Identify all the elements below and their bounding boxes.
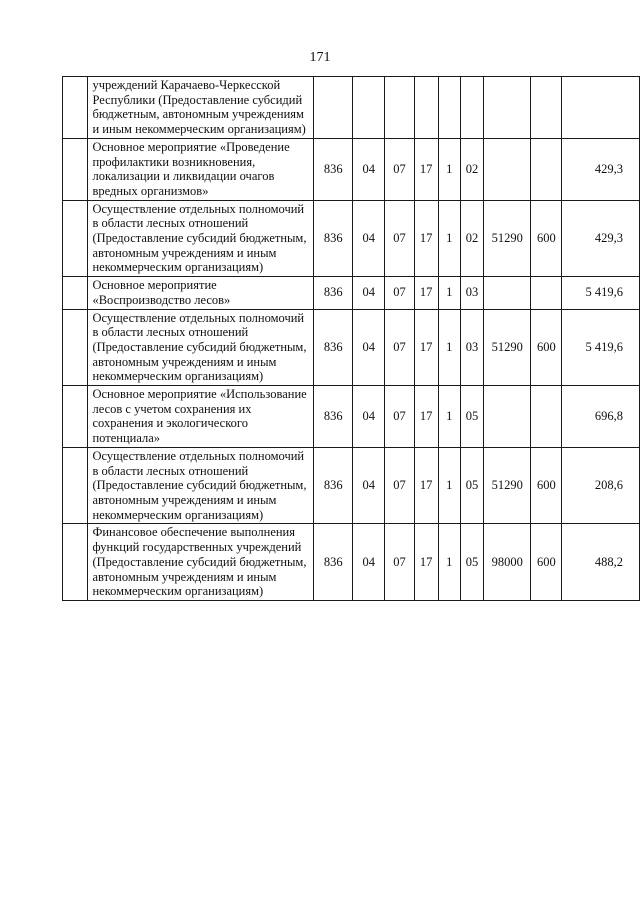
table-cell-subsection: 07 (385, 200, 414, 277)
table-cell-grbs: 836 (314, 309, 353, 386)
table-cell-subsection: 07 (385, 277, 414, 309)
table-cell-program: 17 (414, 200, 438, 277)
table-cell-expense-type (531, 386, 562, 448)
table-cell-name: Основное мероприятие «Использование лесов с учетом сохранения их сохранения и экологического потенциала» (88, 386, 314, 448)
table-cell-section: 04 (353, 138, 385, 200)
table-cell-subprogram: 1 (438, 447, 460, 524)
table-cell-amount: 5 419,6 (562, 277, 640, 309)
table-cell-blank (63, 138, 88, 200)
table-row (63, 309, 640, 386)
table-cell-amount: 488,2 (562, 524, 640, 601)
table-cell-event: 03 (460, 309, 483, 386)
table-cell-direction (483, 277, 530, 309)
table-cell-subprogram (438, 77, 460, 139)
table-cell-event: 05 (460, 386, 483, 448)
table-cell-blank (63, 277, 88, 309)
table-cell-subprogram: 1 (438, 524, 460, 601)
table-cell-direction (483, 77, 530, 139)
table-row (63, 77, 640, 139)
table-cell-section: 04 (353, 277, 385, 309)
table-cell-program: 17 (414, 277, 438, 309)
table-cell-subprogram: 1 (438, 200, 460, 277)
table-cell-section: 04 (353, 386, 385, 448)
table-cell-amount: 696,8 (562, 386, 640, 448)
table-cell-grbs: 836 (314, 200, 353, 277)
table-row (63, 447, 640, 524)
table-cell-amount: 208,6 (562, 447, 640, 524)
table-cell-subsection: 07 (385, 386, 414, 448)
table-cell-expense-type (531, 277, 562, 309)
table-cell-direction (483, 138, 530, 200)
table-cell-section: 04 (353, 447, 385, 524)
table-cell-name: Осуществление отдельных полномочий в области лесных отношений (Предоставление субсидий бюджетным, автономным учреждениям и иным некоммерческим организациям) (88, 447, 314, 524)
page-number: 171 (309, 50, 331, 65)
table-cell-expense-type (531, 138, 562, 200)
table-cell-name: Осуществление отдельных полномочий в области лесных отношений (Предоставление субсидий бюджетным, автономным учреждениям и иным некоммерческим организациям) (88, 309, 314, 386)
table-row (63, 386, 640, 448)
table-cell-name: Финансовое обеспечение выполнения функций государственных учреждений (Предоставление субсидий бюджетным, автономным учреждениям и иным некоммерческим организациям) (88, 524, 314, 601)
table-cell-amount: 429,3 (562, 138, 640, 200)
table-cell-grbs: 836 (314, 277, 353, 309)
table-cell-expense-type: 600 (531, 309, 562, 386)
table-cell-program (414, 77, 438, 139)
table-cell-blank (63, 447, 88, 524)
table-cell-program: 17 (414, 524, 438, 601)
table-cell-amount: 429,3 (562, 200, 640, 277)
table-cell-program: 17 (414, 386, 438, 448)
table-cell-expense-type: 600 (531, 200, 562, 277)
table-cell-grbs (314, 77, 353, 139)
table-cell-subprogram: 1 (438, 309, 460, 386)
table-cell-name: Осуществление отдельных полномочий в области лесных отношений (Предоставление субсидий бюджетным, автономным учреждениям и иным некоммерческим организациям) (88, 200, 314, 277)
table-cell-expense-type: 600 (531, 524, 562, 601)
table-cell-subsection: 07 (385, 138, 414, 200)
table-cell-program: 17 (414, 309, 438, 386)
table-cell-name: Основное мероприятие «Воспроизводство лесов» (88, 277, 314, 309)
table-cell-subsection: 07 (385, 309, 414, 386)
table-cell-direction: 51290 (483, 447, 530, 524)
table-cell-section: 04 (353, 309, 385, 386)
table-cell-grbs: 836 (314, 386, 353, 448)
table-cell-blank (63, 309, 88, 386)
table-cell-blank (63, 77, 88, 139)
table-cell-subprogram: 1 (438, 277, 460, 309)
table-cell-subsection (385, 77, 414, 139)
table-cell-subsection: 07 (385, 447, 414, 524)
table-cell-section: 04 (353, 524, 385, 601)
table-cell-grbs: 836 (314, 447, 353, 524)
table-cell-direction: 98000 (483, 524, 530, 601)
table-cell-direction: 51290 (483, 200, 530, 277)
table-cell-program: 17 (414, 447, 438, 524)
table-cell-blank (63, 524, 88, 601)
table-cell-expense-type: 600 (531, 447, 562, 524)
table-cell-event (460, 77, 483, 139)
table-cell-program: 17 (414, 138, 438, 200)
table-row (63, 200, 640, 277)
table-cell-blank (63, 386, 88, 448)
table-cell-amount (562, 77, 640, 139)
table-cell-name: учреждений Карачаево-Черкесской Республики (Предоставление субсидий бюджетным, автономным учреждениям и иным некоммерческим организациям) (88, 77, 314, 139)
table-cell-direction (483, 386, 530, 448)
table-cell-event: 05 (460, 447, 483, 524)
table-cell-subprogram: 1 (438, 386, 460, 448)
table-cell-section: 04 (353, 200, 385, 277)
table-row (63, 524, 640, 601)
table-cell-event: 02 (460, 138, 483, 200)
table-cell-grbs: 836 (314, 524, 353, 601)
table-cell-subsection: 07 (385, 524, 414, 601)
table-row (63, 277, 640, 309)
table-cell-subprogram: 1 (438, 138, 460, 200)
table-cell-amount: 5 419,6 (562, 309, 640, 386)
table-cell-event: 02 (460, 200, 483, 277)
table-row (63, 138, 640, 200)
table-cell-blank (63, 200, 88, 277)
table-cell-grbs: 836 (314, 138, 353, 200)
budget-table (62, 76, 640, 601)
table-cell-event: 05 (460, 524, 483, 601)
table-cell-section (353, 77, 385, 139)
table-cell-event: 03 (460, 277, 483, 309)
table-cell-direction: 51290 (483, 309, 530, 386)
table-cell-expense-type (531, 77, 562, 139)
table-cell-name: Основное мероприятие «Проведение профилактики возникновения, локализации и ликвидации очагов вредных организмов» (88, 138, 314, 200)
